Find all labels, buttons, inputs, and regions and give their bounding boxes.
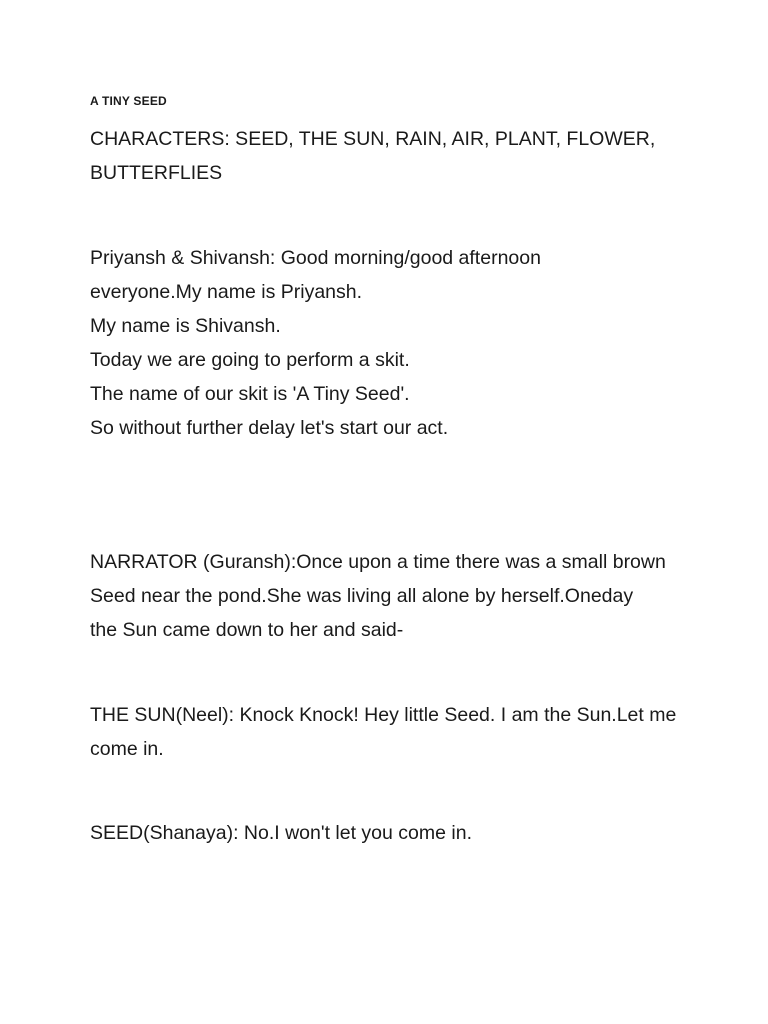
seed-dialogue-paragraph <box>90 816 472 850</box>
intro-line: Today we are going to perform a skit. <box>90 349 410 371</box>
intro-line: Priyansh & Shivansh: Good morning/good afternoon <box>90 247 541 269</box>
narrator-line: NARRATOR (Guransh):Once upon a time there was a small brown <box>90 551 666 573</box>
intro-line: So without further delay let's start our act. <box>90 417 449 439</box>
intro-line: My name is Shivansh. <box>90 315 281 337</box>
document-title: A TINY SEED <box>90 94 167 108</box>
sun-dialogue-paragraph <box>90 698 676 766</box>
intro-paragraph <box>90 241 541 445</box>
intro-line: The name of our skit is 'A Tiny Seed'. <box>90 383 410 405</box>
narrator-line: Seed near the pond.She was living all alone by herself.Oneday <box>90 585 634 607</box>
characters-line: BUTTERFLIES <box>90 162 223 184</box>
characters-line: CHARACTERS: SEED, THE SUN, RAIN, AIR, PLANT, FLOWER, <box>90 128 656 150</box>
narrator-line: the Sun came down to her and said- <box>90 619 404 641</box>
intro-line: everyone.My name is Priyansh. <box>90 281 363 303</box>
characters-paragraph <box>90 122 655 190</box>
sun-dialogue-line: come in. <box>90 738 164 760</box>
sun-dialogue-line: THE SUN(Neel): Knock Knock! Hey little Seed. I am the Sun.Let me <box>90 704 677 726</box>
seed-dialogue-line: SEED(Shanaya): No.I won't let you come in. <box>90 822 472 844</box>
narrator-paragraph <box>90 545 666 647</box>
